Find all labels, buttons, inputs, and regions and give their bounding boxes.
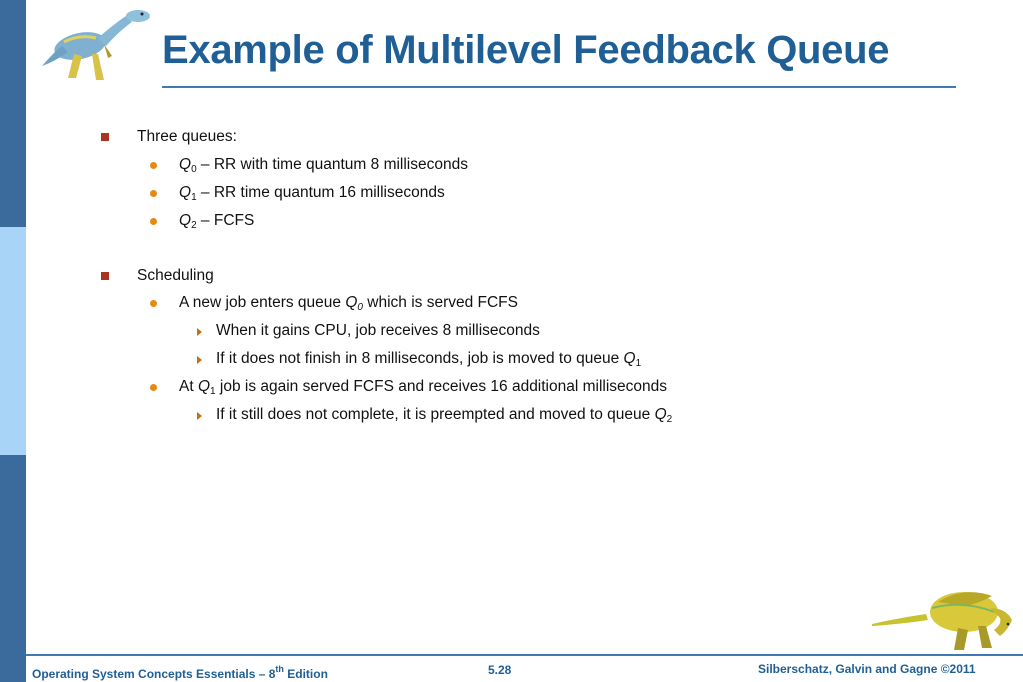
list-item: $Q_1$ – RR time quantum 16 milliseconds [179, 184, 445, 203]
footer-authors: Silberschatz, Galvin and Gagne ©2011 [758, 662, 976, 676]
footer-page-number: 5.28 [488, 663, 512, 677]
dinosaur-logo-icon [868, 578, 1018, 656]
footer-book-title: Operating System Concepts Essentials – 8th Edition [32, 664, 328, 681]
list-item: A new job enters queue $Q_0$ which is served FCFS [179, 294, 518, 313]
bullet-square-icon [101, 133, 109, 141]
list-item: $Q_2$ – FCFS [179, 212, 255, 231]
bullet-dot-icon [150, 300, 157, 307]
bullet-arrow-icon [197, 356, 202, 364]
footer-divider [26, 654, 1023, 656]
bullet-square-icon [101, 272, 109, 280]
list-item-heading: Three queues: [137, 128, 237, 145]
list-item-heading: Scheduling [137, 267, 214, 284]
slide-title: Example of Multilevel Feedback Queue [162, 28, 890, 72]
bullet-dot-icon [150, 218, 157, 225]
bullet-dot-icon [150, 190, 157, 197]
list-item: At $Q_1$ job is again served FCFS and receives 16 additional milliseconds [179, 378, 668, 397]
list-item: If it does not finish in 8 milliseconds, job is moved to queue $Q_1$ [216, 350, 642, 369]
list-item: When it gains CPU, job receives 8 milliseconds [216, 322, 540, 339]
bullet-arrow-icon [197, 328, 202, 336]
list-item: If it still does not complete, it is preempted and moved to queue $Q_2$ [216, 406, 673, 425]
bullet-dot-icon [150, 162, 157, 169]
bullet-dot-icon [150, 384, 157, 391]
bullet-arrow-icon [197, 412, 202, 420]
list-item: $Q_0$ – RR with time quantum 8 milliseconds [179, 156, 468, 175]
